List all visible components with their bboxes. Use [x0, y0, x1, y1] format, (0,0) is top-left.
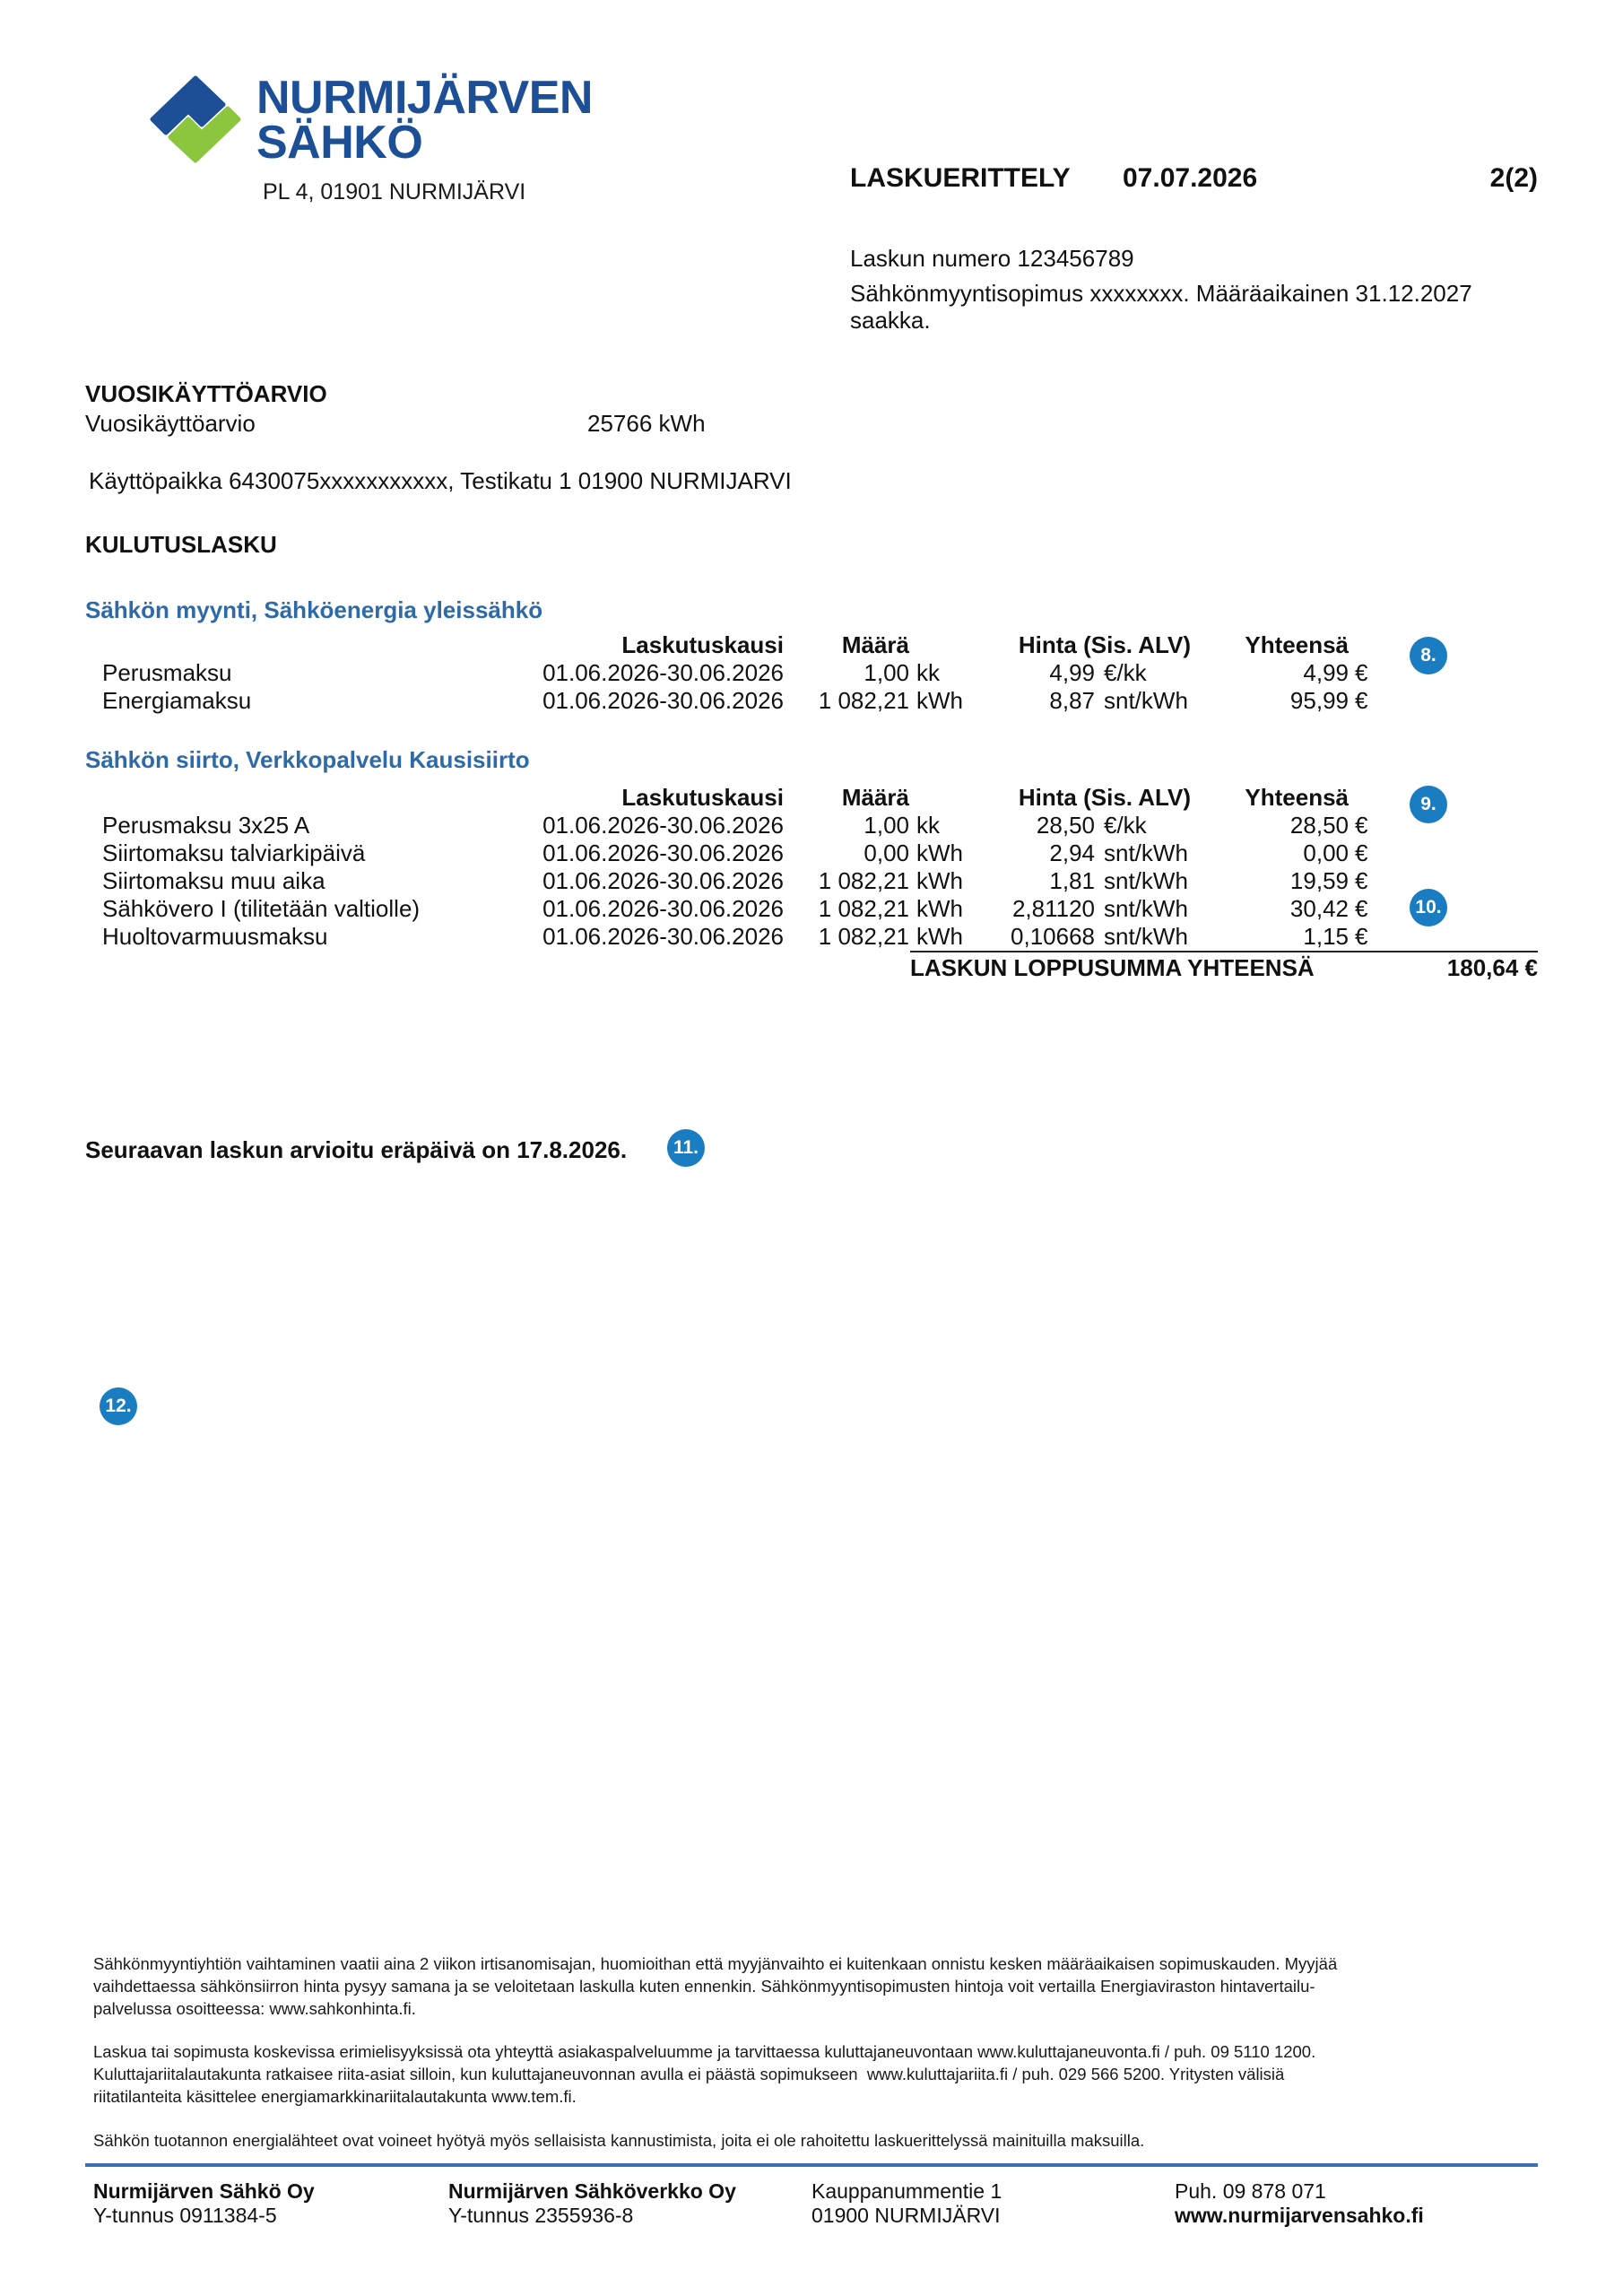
footer-column-contact	[1175, 2179, 1424, 2228]
company-name-line2: SÄHKÖ	[256, 117, 423, 169]
row-label: Siirtomaksu talviarkipäivä	[102, 839, 366, 866]
row-label: Perusmaksu	[102, 659, 232, 686]
row-period: 01.06.2026-30.06.2026	[542, 867, 784, 894]
row-quantity-unit: kk	[916, 812, 940, 839]
postal-address: PL 4, 01901 NURMIJÄRVI	[263, 179, 526, 204]
footer-line: palvelussa osoitteessa: www.sahkonhinta.fi.	[93, 1999, 416, 2018]
row-label: Perusmaksu 3x25 A	[102, 812, 310, 839]
row-quantity: 1 082,21	[818, 867, 909, 894]
footer-phone: Puh. 09 878 071	[1175, 2179, 1326, 2203]
table-row	[0, 687, 1623, 715]
row-total: 28,50	[1289, 812, 1349, 839]
total-divider	[910, 951, 1538, 952]
row-period: 01.06.2026-30.06.2026	[542, 839, 784, 866]
footer-column-sales-company	[93, 2179, 315, 2228]
footer-paragraph-switching	[93, 1952, 1337, 2020]
row-quantity: 0,00	[864, 839, 909, 866]
invoice-number-label: Laskun numero	[850, 245, 1011, 272]
footer-business-id: Y-tunnus 0911384-5	[93, 2204, 277, 2227]
grand-total-amount: 180,64 €	[1446, 954, 1538, 981]
row-price: 2,94	[1049, 839, 1095, 866]
row-price-unit: €/kk	[1104, 812, 1147, 839]
row-price-unit: €/kk	[1104, 659, 1147, 686]
footer-paragraph-energy-sources	[93, 2129, 1144, 2152]
annual-estimate-label: Vuosikäyttöarvio	[85, 410, 256, 437]
row-period: 01.06.2026-30.06.2026	[542, 687, 784, 714]
footer-column-address	[812, 2179, 1002, 2228]
row-currency: €	[1355, 867, 1368, 894]
row-currency: €	[1355, 839, 1368, 866]
row-period: 01.06.2026-30.06.2026	[542, 895, 784, 922]
annotation-badge-11: 11.	[667, 1129, 705, 1167]
row-label: Huoltovarmuusmaksu	[102, 923, 328, 950]
row-total: 4,99	[1303, 659, 1349, 686]
next-due-date-text: Seuraavan laskun arvioitu eräpäivä on 17.8.2026.	[85, 1136, 628, 1163]
column-header-price: Hinta (Sis. ALV)	[1018, 784, 1191, 811]
row-price-unit: snt/kWh	[1104, 923, 1188, 950]
footer-line: Kuluttajariitalautakunta ratkaisee riita-asiat silloin, kun kuluttajaneuvonnan avulla ei päästä sopimukseen www.kuluttajariita.fi / puh. 029 566 5200. Yritysten välisiä	[93, 2065, 1285, 2083]
annotation-badge-8: 8.	[1410, 637, 1447, 674]
table-row	[0, 659, 1623, 687]
footer-line: riitatilanteita käsittelee energiamarkkinariitalautakunta www.tem.fi.	[93, 2087, 577, 2106]
invoice-number-line	[850, 245, 1134, 272]
row-period: 01.06.2026-30.06.2026	[542, 659, 784, 686]
row-quantity: 1,00	[864, 659, 909, 686]
row-total: 95,99	[1289, 687, 1349, 714]
sales-section-heading: Sähkön myynti, Sähköenergia yleissähkö	[85, 596, 543, 623]
row-currency: €	[1355, 812, 1368, 839]
footer-line: Sähkön tuotannon energialähteet ovat voineet hyötyä myös sellaisista kannustimista, joita ei ole rahoitettu laskuerittelyssä mainituilla maksuilla.	[93, 2131, 1145, 2150]
footer-company-name: Nurmijärven Sähkö Oy	[93, 2179, 315, 2203]
row-total: 30,42	[1289, 895, 1349, 922]
row-quantity: 1 082,21	[818, 687, 909, 714]
column-header-total: Yhteensä	[1245, 784, 1349, 811]
row-quantity-unit: kWh	[916, 839, 963, 866]
table-row	[0, 839, 1623, 867]
page-number: 2(2)	[1489, 163, 1538, 193]
column-header-quantity: Määrä	[841, 784, 909, 811]
row-price-unit: snt/kWh	[1104, 867, 1188, 894]
table-row	[0, 812, 1623, 839]
transfer-table-header	[0, 784, 1623, 812]
table-row	[0, 895, 1623, 923]
sales-table-header	[0, 631, 1623, 659]
column-header-period: Laskutuskausi	[621, 784, 784, 811]
document-title: LASKUERITTELY	[850, 163, 1071, 193]
row-label: Sähkövero I (tilitetään valtiolle)	[102, 895, 421, 922]
transfer-section-heading: Sähkön siirto, Verkkopalvelu Kausisiirto	[85, 746, 530, 773]
row-price-unit: snt/kWh	[1104, 839, 1188, 866]
footer-line: Sähkönmyyntiyhtiön vaihtaminen vaatii aina 2 viikon irtisanomisajan, huomioithan että myyjänvaihto ei kuitenkaan onnistu kesken määräaikaisen sopimuskauden. Myyjää	[93, 1954, 1338, 1973]
row-currency: €	[1355, 659, 1368, 686]
row-total: 19,59	[1289, 867, 1349, 894]
row-quantity-unit: kWh	[916, 687, 963, 714]
row-quantity-unit: kWh	[916, 895, 963, 922]
row-quantity-unit: kWh	[916, 867, 963, 894]
footer-street-address: Kauppanummentie 1	[812, 2179, 1002, 2203]
footer-column-network-company	[448, 2179, 736, 2228]
grand-total-row	[0, 954, 1623, 982]
footer-line: Laskua tai sopimusta koskevissa erimielisyyksissä ota yhteyttä asiakaspalveluumme ja tarvittaessa kuluttajaneuvontaan www.kuluttajaneuvonta.fi / puh. 09 5110 1200.	[93, 2042, 1316, 2061]
table-row	[0, 867, 1623, 895]
row-quantity-unit: kk	[916, 659, 940, 686]
row-price: 28,50	[1036, 812, 1095, 839]
row-price: 2,81120	[1011, 895, 1095, 922]
row-currency: €	[1355, 895, 1368, 922]
document-date: 07.07.2026	[1123, 163, 1258, 193]
row-quantity: 1 082,21	[818, 923, 909, 950]
consumption-invoice-heading: KULUTUSLASKU	[85, 531, 277, 558]
grand-total-label: LASKUN LOPPUSUMMA YHTEENSÄ	[910, 954, 1315, 981]
column-header-period: Laskutuskausi	[621, 631, 784, 658]
logo-diamond-icon	[148, 74, 243, 165]
footer-company-name: Nurmijärven Sähköverkko Oy	[448, 2179, 736, 2203]
row-price: 8,87	[1049, 687, 1095, 714]
row-quantity-unit: kWh	[916, 923, 963, 950]
row-price-unit: snt/kWh	[1104, 895, 1188, 922]
annotation-badge-12: 12.	[100, 1387, 137, 1425]
footer-website: www.nurmijarvensahko.fi	[1175, 2204, 1424, 2227]
invoice-number: 123456789	[1017, 245, 1134, 272]
usage-place: Käyttöpaikka 6430075xxxxxxxxxxx, Testikatu 1 01900 NURMIJARVI	[89, 467, 792, 494]
annotation-badge-9: 9.	[1410, 786, 1447, 823]
row-quantity: 1,00	[864, 812, 909, 839]
footer-line: vaihdettaessa sähkönsiirron hinta pysyy samana ja se veloitetaan laskulla kuten ennenkin. Sähkönmyyntisopimusten hintoja voit vertailla Energiaviraston hintavertailu-	[93, 1977, 1315, 1996]
row-price: 0,10668	[1011, 923, 1095, 950]
row-price: 1,81	[1049, 867, 1095, 894]
column-header-quantity: Määrä	[841, 631, 909, 658]
row-period: 01.06.2026-30.06.2026	[542, 923, 784, 950]
company-name-line1: NURMIJÄRVEN	[256, 72, 593, 124]
row-total: 0,00	[1303, 839, 1349, 866]
contract-text: Sähkönmyyntisopimus xxxxxxxx. Määräaikainen 31.12.2027 saakka.	[850, 280, 1472, 334]
row-period: 01.06.2026-30.06.2026	[542, 812, 784, 839]
row-currency: €	[1355, 923, 1368, 950]
row-currency: €	[1355, 687, 1368, 714]
footer-paragraph-disputes	[93, 2040, 1315, 2108]
column-header-price: Hinta (Sis. ALV)	[1018, 631, 1191, 658]
footer-postal-city: 01900 NURMIJÄRVI	[812, 2204, 1001, 2227]
footer-divider	[85, 2163, 1538, 2167]
annual-estimate-heading: VUOSIKÄYTTÖARVIO	[85, 380, 327, 407]
row-total: 1,15	[1303, 923, 1349, 950]
annual-estimate-value: 25766 kWh	[587, 410, 706, 437]
annotation-badge-10: 10.	[1410, 889, 1447, 926]
row-label: Energiamaksu	[102, 687, 252, 714]
row-quantity: 1 082,21	[818, 895, 909, 922]
row-price: 4,99	[1049, 659, 1095, 686]
footer-business-id: Y-tunnus 2355936-8	[448, 2204, 634, 2227]
row-price-unit: snt/kWh	[1104, 687, 1188, 714]
table-row	[0, 923, 1623, 951]
column-header-total: Yhteensä	[1245, 631, 1349, 658]
row-label: Siirtomaksu muu aika	[102, 867, 325, 894]
